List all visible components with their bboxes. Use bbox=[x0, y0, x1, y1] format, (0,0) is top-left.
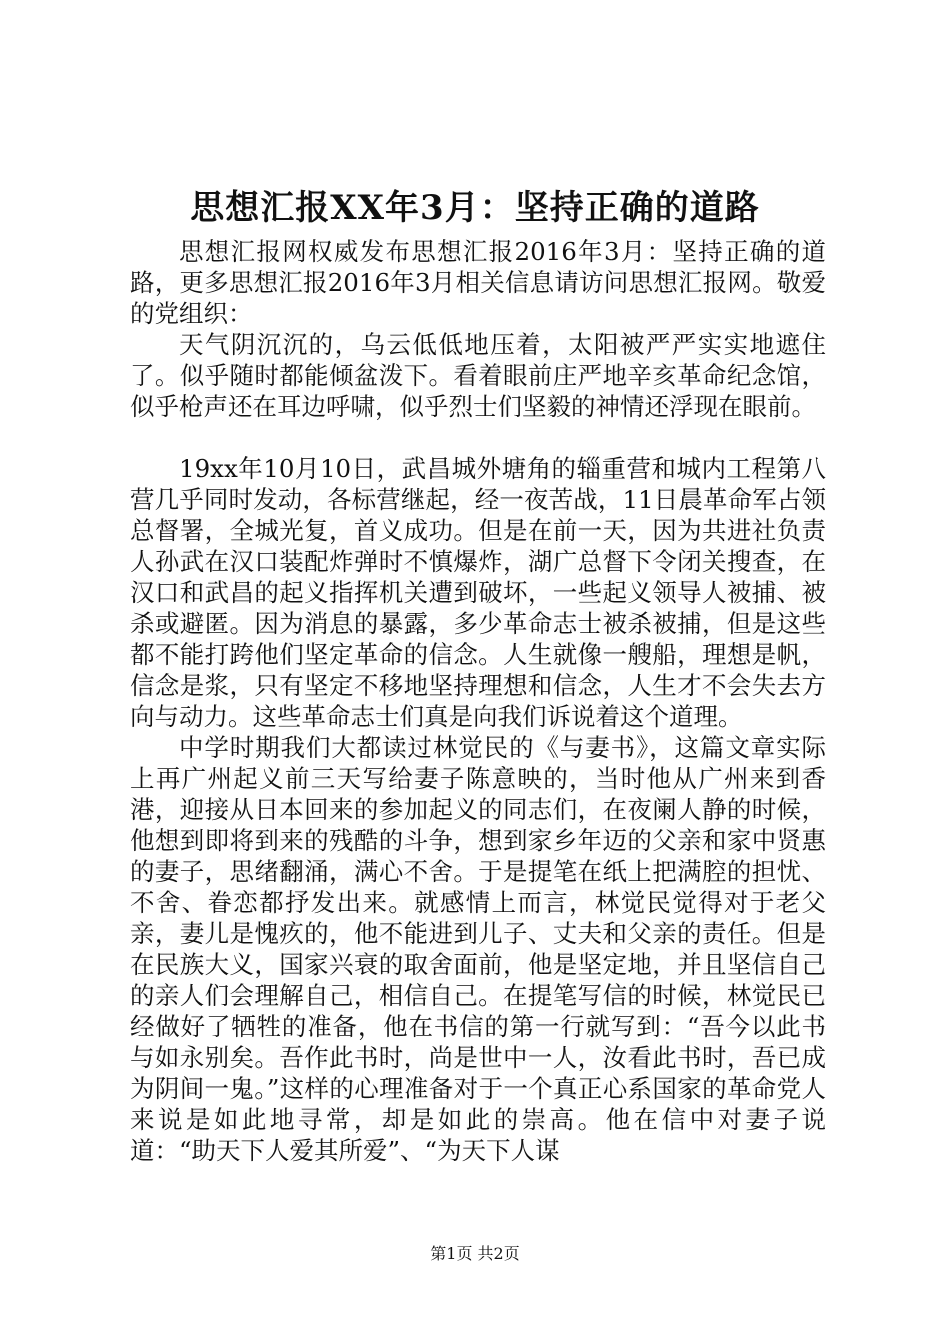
paragraph-lin-juemin-letter: 中学时期我们大都读过林觉民的《与妻书》，这篇文章实际上再广州起义前三天写给妻子陈意映的，当时他从广州来到香港，迎接从日本回来的参加起义的同志们，在夜阑人静的时候，他想到即将到来的残酷的斗争，想到家乡年迈的父亲和家中贤惠的妻子，思绪翻涌，满心不舍。于是提笔在纸上把满腔的担忧、不舍、眷恋都抒发出来。就感情上而言，林觉民觉得对于老父亲，妻儿是愧疚的，他不能进到儿子、丈夫和父亲的责任。但是在民族大义，国家兴衰的取舍面前，他是坚定地，并且坚信自己的亲人们会理解自己，相信自己。在提笔写信的时候，林觉民已经做好了牺牲的准备，他在书信的第一行就写到：“吾今以此书与如永别矣。吾作此书时，尚是世中一人，汝看此书时，吾已成为阴间一鬼。”这样的心理准备对于一个真正心系国家的革命党人来说是如此地寻常，却是如此的崇高。他在信中对妻子说道：“助天下人爱其所爱”、“为天下人谋 bbox=[130, 733, 826, 1165]
document-title: 思想汇报XX年3月：坚持正确的道路 bbox=[190, 188, 760, 228]
paragraph-wuchang-uprising: 19xx年10月10日，武昌城外塘角的辎重营和城内工程第八营几乎同时发动，各标营继起，经一夜苦战，11日晨革命军占领总督署，全城光复，首义成功。但是在前一天，因为共进社负责人孙武在汉口装配炸弹时不慎爆炸，湖广总督下令闭关搜查，在汉口和武昌的起义指挥机关遭到破坏，一些起义领导人被捕、被杀或避匿。因为消息的暴露，多少革命志士被杀被捕，但是这些都不能打跨他们坚定革命的信念。人生就像一艘船，理想是帆，信念是浆，只有坚定不移地坚持理想和信念，人生才不会失去方向与动力。这些革命志士们真是向我们诉说着这个道理。 bbox=[130, 454, 826, 731]
paragraph-gap bbox=[130, 422, 826, 453]
paragraph-memorial: 天气阴沉沉的，乌云低低地压着，太阳被严严实实地遮住了。似乎随时都能倾盆泼下。看着眼前庄严地辛亥革命纪念馆，似乎枪声还在耳边呼啸，似乎烈士们坚毅的神情还浮现在眼前。 bbox=[130, 330, 826, 421]
document-body bbox=[130, 236, 826, 1166]
paragraph-intro: 思想汇报网权威发布思想汇报2016年3月：坚持正确的道路，更多思想汇报2016年3月相关信息请访问思想汇报网。敬爱的党组织： bbox=[130, 237, 826, 328]
page-number-footer: 第1页 共2页 bbox=[430, 1244, 520, 1263]
